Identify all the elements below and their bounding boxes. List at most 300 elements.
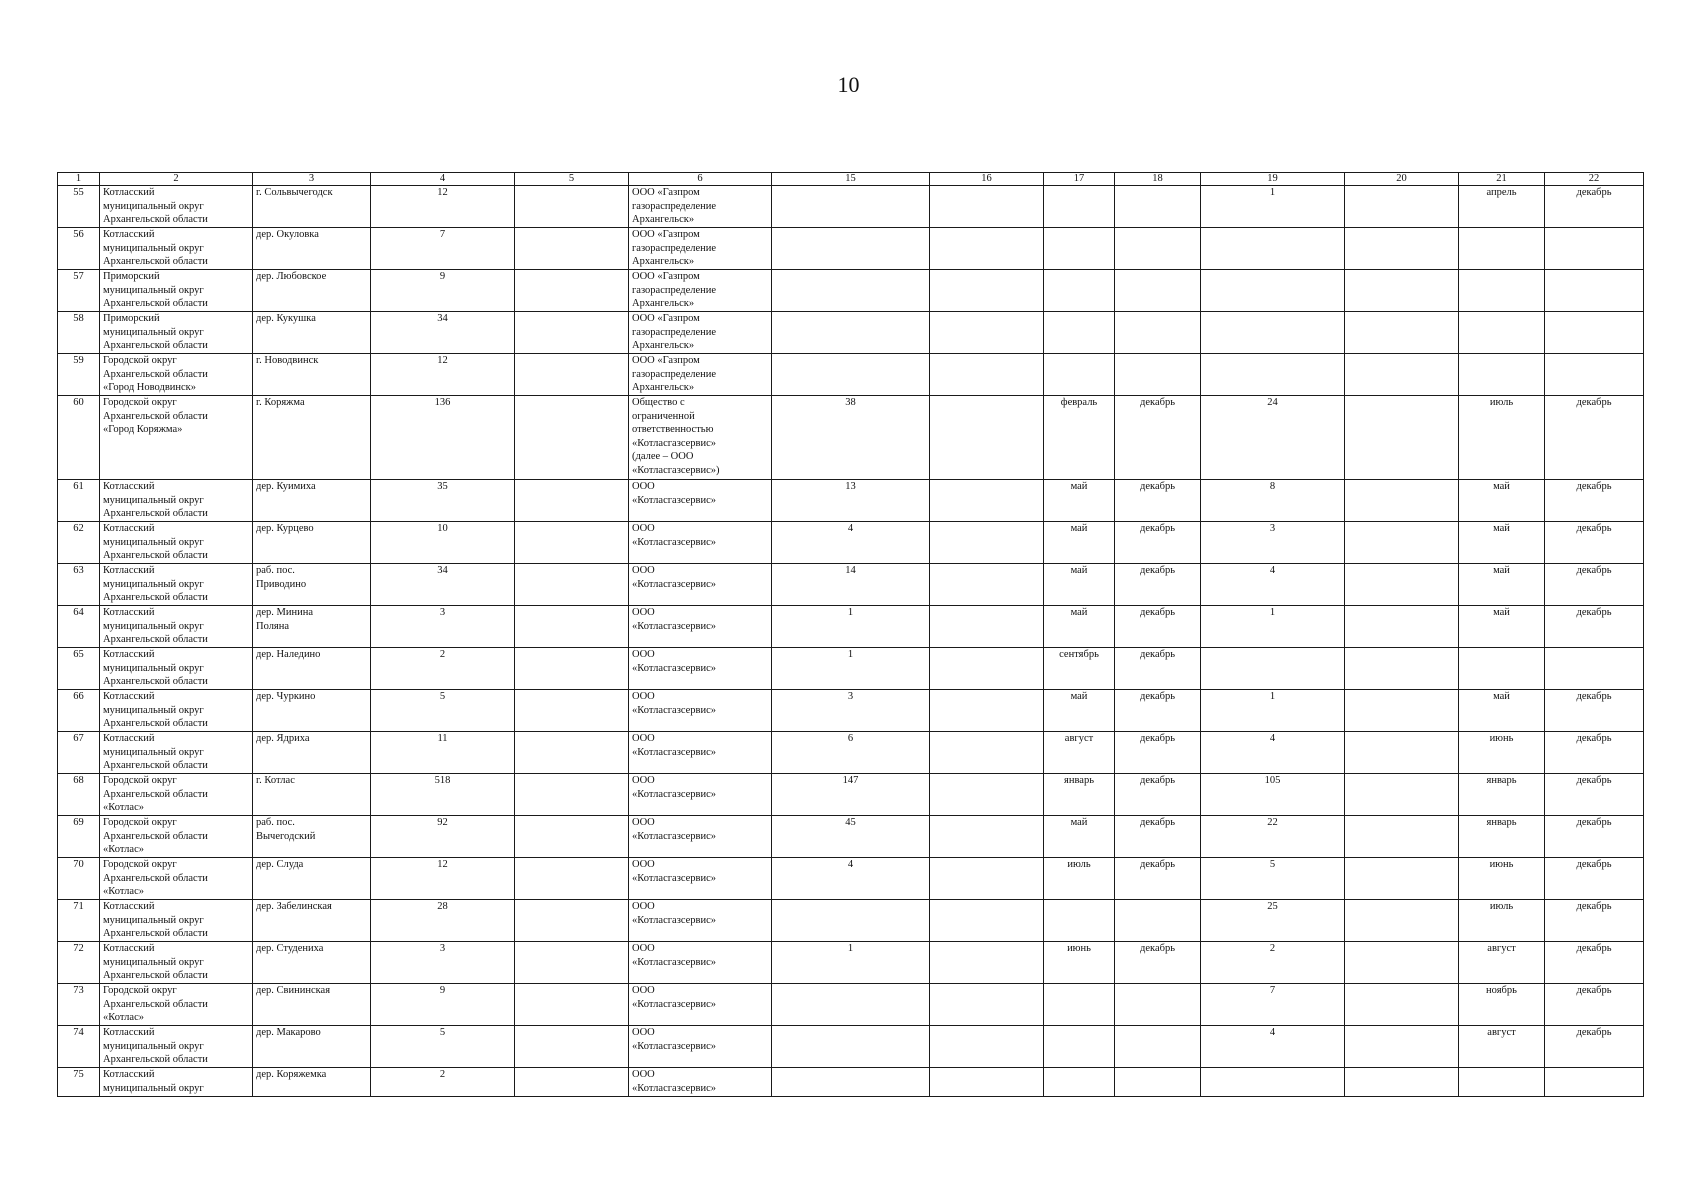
table-cell <box>515 984 629 1026</box>
table-cell: Городской округ Архангельской области «Котлас» <box>100 858 253 900</box>
table-cell <box>1345 816 1459 858</box>
table-cell <box>930 984 1044 1026</box>
table-cell: 136 <box>371 396 515 480</box>
table-cell: Общество с ограниченной ответственностью «Котласгазсервис» (далее – ООО «Котласгазсервис») <box>629 396 772 480</box>
table-cell <box>930 1068 1044 1097</box>
table-cell: 1 <box>772 942 930 984</box>
table-cell <box>1345 228 1459 270</box>
table-cell: ООО «Котласгазсервис» <box>629 522 772 564</box>
table-cell <box>1201 1068 1345 1097</box>
table-cell <box>515 732 629 774</box>
table-cell <box>1459 354 1545 396</box>
table-cell: 6 <box>772 732 930 774</box>
table-cell <box>515 522 629 564</box>
page-number: 10 <box>837 72 860 97</box>
table-cell <box>1044 354 1115 396</box>
table-cell <box>1345 396 1459 480</box>
table-cell: 34 <box>371 564 515 606</box>
table-cell: декабрь <box>1115 648 1201 690</box>
table-cell: дер. Курцево <box>253 522 371 564</box>
table-cell: декабрь <box>1115 564 1201 606</box>
table-cell <box>1044 1068 1115 1097</box>
table-cell: Котласский муниципальный округ Архангельской области <box>100 648 253 690</box>
table-cell: 1 <box>1201 186 1345 228</box>
table-cell <box>1345 564 1459 606</box>
table-cell: 3 <box>371 942 515 984</box>
table-cell: ООО «Котласгазсервис» <box>629 900 772 942</box>
table-cell: дер. Слуда <box>253 858 371 900</box>
table-cell <box>1201 270 1345 312</box>
table-cell <box>772 1068 930 1097</box>
table-cell: 2 <box>371 1068 515 1097</box>
table-cell <box>1345 984 1459 1026</box>
table-cell: 72 <box>58 942 100 984</box>
table-cell <box>1044 228 1115 270</box>
table-cell: 5 <box>371 1026 515 1068</box>
table-cell: 518 <box>371 774 515 816</box>
table-cell <box>1545 648 1644 690</box>
table-cell: г. Новодвинск <box>253 354 371 396</box>
table-cell: Городской округ Архангельской области «Котлас» <box>100 816 253 858</box>
table-cell <box>1345 942 1459 984</box>
table-cell <box>1345 186 1459 228</box>
table-cell: ООО «Газпром газораспределение Архангельск» <box>629 354 772 396</box>
table-cell: 45 <box>772 816 930 858</box>
table-cell <box>1345 1068 1459 1097</box>
table-cell: июль <box>1044 858 1115 900</box>
table-cell <box>772 900 930 942</box>
table-cell: декабрь <box>1545 816 1644 858</box>
table-cell <box>772 984 930 1026</box>
table-cell: 3 <box>371 606 515 648</box>
table-cell: 28 <box>371 900 515 942</box>
table-cell: 24 <box>1201 396 1345 480</box>
table-cell: 9 <box>371 270 515 312</box>
table-cell <box>930 774 1044 816</box>
table-row <box>58 774 1644 816</box>
table-cell <box>772 186 930 228</box>
table-cell <box>515 648 629 690</box>
table-cell: Котласский муниципальный округ Архангельской области <box>100 606 253 648</box>
table-cell: ноябрь <box>1459 984 1545 1026</box>
table-cell <box>930 900 1044 942</box>
table-cell: декабрь <box>1545 522 1644 564</box>
table-cell: декабрь <box>1545 480 1644 522</box>
table-cell: февраль <box>1044 396 1115 480</box>
table-cell: ООО «Котласгазсервис» <box>629 774 772 816</box>
table-cell: Городской округ Архангельской области «Город Коряжма» <box>100 396 253 480</box>
column-header: 5 <box>515 173 629 186</box>
table-cell: май <box>1459 522 1545 564</box>
table-cell: 4 <box>1201 1026 1345 1068</box>
table-cell: декабрь <box>1115 732 1201 774</box>
table-cell <box>930 816 1044 858</box>
table-cell <box>515 1026 629 1068</box>
table-cell: Котласский муниципальный округ Архангельской области <box>100 522 253 564</box>
table-cell: Приморский муниципальный округ Архангельской области <box>100 312 253 354</box>
table-cell: 62 <box>58 522 100 564</box>
table-row <box>58 564 1644 606</box>
table-cell: декабрь <box>1115 690 1201 732</box>
table-cell: 75 <box>58 1068 100 1097</box>
table-cell: 11 <box>371 732 515 774</box>
table-cell: 63 <box>58 564 100 606</box>
table-cell: ООО «Котласгазсервис» <box>629 942 772 984</box>
table-cell <box>930 858 1044 900</box>
table-row <box>58 270 1644 312</box>
table-cell: 5 <box>371 690 515 732</box>
column-header: 21 <box>1459 173 1545 186</box>
column-header: 17 <box>1044 173 1115 186</box>
table-row <box>58 1068 1644 1097</box>
table-cell: Котласский муниципальный округ <box>100 1068 253 1097</box>
table-cell <box>515 396 629 480</box>
table-cell: 67 <box>58 732 100 774</box>
column-header: 3 <box>253 173 371 186</box>
table-cell: Котласский муниципальный округ Архангельской области <box>100 480 253 522</box>
table-cell <box>930 480 1044 522</box>
table-cell <box>930 312 1044 354</box>
table-cell: 25 <box>1201 900 1345 942</box>
table-cell <box>1345 648 1459 690</box>
table-cell: август <box>1044 732 1115 774</box>
table-cell <box>930 354 1044 396</box>
table-cell <box>772 228 930 270</box>
table-cell <box>1459 312 1545 354</box>
table-row <box>58 984 1644 1026</box>
table-cell: г. Коряжма <box>253 396 371 480</box>
table-cell <box>772 1026 930 1068</box>
table-cell: дер. Коряжемка <box>253 1068 371 1097</box>
table-cell <box>515 270 629 312</box>
table-cell: дер. Студениха <box>253 942 371 984</box>
column-header: 18 <box>1115 173 1201 186</box>
table-header-row <box>58 173 1644 186</box>
table-cell: 14 <box>772 564 930 606</box>
table-cell <box>1345 480 1459 522</box>
table-cell: декабрь <box>1115 774 1201 816</box>
table-cell: декабрь <box>1115 480 1201 522</box>
table-cell <box>1545 354 1644 396</box>
table-cell: 66 <box>58 690 100 732</box>
table-cell <box>515 900 629 942</box>
table-row <box>58 312 1644 354</box>
table-cell <box>515 942 629 984</box>
table-cell: май <box>1044 522 1115 564</box>
table-cell <box>1459 270 1545 312</box>
table-cell: дер. Ядриха <box>253 732 371 774</box>
table-row <box>58 816 1644 858</box>
table-cell: май <box>1044 690 1115 732</box>
table-cell: декабрь <box>1545 396 1644 480</box>
table-cell: дер. Наледино <box>253 648 371 690</box>
table-cell: Котласский муниципальный округ Архангельской области <box>100 942 253 984</box>
column-header: 4 <box>371 173 515 186</box>
table-cell: 92 <box>371 816 515 858</box>
table-cell: декабрь <box>1545 186 1644 228</box>
table-cell: раб. пос. Вычегодский <box>253 816 371 858</box>
table-cell <box>1545 1068 1644 1097</box>
table-row <box>58 942 1644 984</box>
table-row <box>58 354 1644 396</box>
table-cell <box>1115 312 1201 354</box>
table-cell <box>515 312 629 354</box>
table-cell: дер. Минина Поляна <box>253 606 371 648</box>
table-cell: 3 <box>772 690 930 732</box>
table-cell: дер. Куимиха <box>253 480 371 522</box>
table-cell <box>1459 648 1545 690</box>
table-cell: январь <box>1459 774 1545 816</box>
table-cell: Котласский муниципальный округ Архангельской области <box>100 1026 253 1068</box>
table-cell: г. Котлас <box>253 774 371 816</box>
table-cell: ООО «Котласгазсервис» <box>629 858 772 900</box>
table-row <box>58 648 1644 690</box>
table-cell <box>930 396 1044 480</box>
table-cell: сентябрь <box>1044 648 1115 690</box>
table-cell: май <box>1044 816 1115 858</box>
column-header: 1 <box>58 173 100 186</box>
table-cell <box>1345 522 1459 564</box>
table-cell: ООО «Котласгазсервис» <box>629 984 772 1026</box>
table-cell: декабрь <box>1545 690 1644 732</box>
table-cell <box>1044 312 1115 354</box>
table-row <box>58 396 1644 480</box>
table-row <box>58 606 1644 648</box>
table-cell <box>1345 312 1459 354</box>
table-cell: 4 <box>1201 564 1345 606</box>
table-cell: 34 <box>371 312 515 354</box>
table-cell <box>930 522 1044 564</box>
table-cell: декабрь <box>1115 396 1201 480</box>
table-cell: май <box>1044 606 1115 648</box>
table-cell: июль <box>1459 900 1545 942</box>
table-cell <box>1545 312 1644 354</box>
table-cell: 1 <box>772 606 930 648</box>
table-cell: январь <box>1459 816 1545 858</box>
table-cell: май <box>1044 564 1115 606</box>
table-cell: 8 <box>1201 480 1345 522</box>
table-cell: 38 <box>772 396 930 480</box>
table-cell: май <box>1459 606 1545 648</box>
table-cell: 60 <box>58 396 100 480</box>
table-cell: июнь <box>1044 942 1115 984</box>
table-cell <box>1345 690 1459 732</box>
table-cell: Приморский муниципальный округ Архангельской области <box>100 270 253 312</box>
table-cell <box>1345 732 1459 774</box>
table-cell: 58 <box>58 312 100 354</box>
table-cell: 57 <box>58 270 100 312</box>
table-cell: 2 <box>1201 942 1345 984</box>
table-cell <box>772 354 930 396</box>
table-cell: 12 <box>371 186 515 228</box>
table-cell: 5 <box>1201 858 1345 900</box>
column-header: 16 <box>930 173 1044 186</box>
table-cell: декабрь <box>1115 606 1201 648</box>
table-cell: декабрь <box>1545 606 1644 648</box>
table-cell <box>930 564 1044 606</box>
table-cell <box>1044 186 1115 228</box>
table-cell <box>1044 984 1115 1026</box>
table-cell <box>1044 270 1115 312</box>
table-cell: ООО «Газпром газораспределение Архангельск» <box>629 312 772 354</box>
table-row <box>58 690 1644 732</box>
table-cell: дер. Макарово <box>253 1026 371 1068</box>
table-cell <box>1345 858 1459 900</box>
table-cell: 64 <box>58 606 100 648</box>
table-cell: ООО «Котласгазсервис» <box>629 648 772 690</box>
table-cell: декабрь <box>1545 564 1644 606</box>
table-cell <box>930 732 1044 774</box>
table-cell: июль <box>1459 396 1545 480</box>
table-cell: декабрь <box>1545 942 1644 984</box>
table-cell: Городской округ Архангельской области «Котлас» <box>100 984 253 1026</box>
table-body <box>58 173 1644 1097</box>
table-cell: 4 <box>772 858 930 900</box>
table-cell: май <box>1459 690 1545 732</box>
table-cell <box>1345 900 1459 942</box>
table-cell: январь <box>1044 774 1115 816</box>
table-cell: ООО «Котласгазсервис» <box>629 1026 772 1068</box>
table-cell: 35 <box>371 480 515 522</box>
table-cell: г. Сольвычегодск <box>253 186 371 228</box>
table-cell: 65 <box>58 648 100 690</box>
table-cell: 1 <box>1201 690 1345 732</box>
table-cell <box>1201 648 1345 690</box>
table-cell: декабрь <box>1115 858 1201 900</box>
table-cell: 1 <box>772 648 930 690</box>
table-cell: 1 <box>1201 606 1345 648</box>
table-cell: 3 <box>1201 522 1345 564</box>
table-cell: ООО «Котласгазсервис» <box>629 816 772 858</box>
table-row <box>58 732 1644 774</box>
table-cell <box>1545 270 1644 312</box>
table-cell: 73 <box>58 984 100 1026</box>
table-cell: 4 <box>1201 732 1345 774</box>
table-cell: 2 <box>371 648 515 690</box>
table-cell <box>1115 270 1201 312</box>
table-cell: Городской округ Архангельской области «Котлас» <box>100 774 253 816</box>
table-cell: Котласский муниципальный округ Архангельской области <box>100 186 253 228</box>
table-cell: ООО «Котласгазсервис» <box>629 690 772 732</box>
table-row <box>58 480 1644 522</box>
table-cell: апрель <box>1459 186 1545 228</box>
table-cell: ООО «Котласгазсервис» <box>629 480 772 522</box>
table-cell: 74 <box>58 1026 100 1068</box>
table-cell <box>515 774 629 816</box>
table-cell: Городской округ Архангельской области «Город Новодвинск» <box>100 354 253 396</box>
table-cell <box>515 816 629 858</box>
table-row <box>58 900 1644 942</box>
table-cell <box>1459 1068 1545 1097</box>
table-cell <box>515 606 629 648</box>
table-cell: декабрь <box>1115 816 1201 858</box>
table-cell: декабрь <box>1545 774 1644 816</box>
column-header: 15 <box>772 173 930 186</box>
table-row <box>58 186 1644 228</box>
table-cell <box>1345 354 1459 396</box>
table-cell <box>515 354 629 396</box>
table-cell: ООО «Котласгазсервис» <box>629 732 772 774</box>
table-cell: дер. Свининская <box>253 984 371 1026</box>
table-cell: Котласский муниципальный округ Архангельской области <box>100 690 253 732</box>
table-row <box>58 522 1644 564</box>
table-cell <box>1115 186 1201 228</box>
table-cell: ООО «Газпром газораспределение Архангельск» <box>629 228 772 270</box>
table-cell: раб. пос. Приводино <box>253 564 371 606</box>
table-cell <box>515 858 629 900</box>
table-cell: 4 <box>772 522 930 564</box>
table-cell: декабрь <box>1115 942 1201 984</box>
table-cell <box>930 1026 1044 1068</box>
table-cell: ООО «Газпром газораспределение Архангельск» <box>629 186 772 228</box>
table-cell: ООО «Газпром газораспределение Архангельск» <box>629 270 772 312</box>
table-cell <box>1201 354 1345 396</box>
table-row <box>58 858 1644 900</box>
table-cell: май <box>1459 564 1545 606</box>
data-table <box>57 172 1644 1097</box>
table-cell: 69 <box>58 816 100 858</box>
table-cell: дер. Кукушка <box>253 312 371 354</box>
table-cell: дер. Любовское <box>253 270 371 312</box>
table-cell <box>930 690 1044 732</box>
table-cell <box>930 648 1044 690</box>
table-row <box>58 1026 1644 1068</box>
table-cell <box>1345 606 1459 648</box>
table-cell: декабрь <box>1545 732 1644 774</box>
table-cell <box>772 270 930 312</box>
table-cell <box>772 312 930 354</box>
table-cell: 22 <box>1201 816 1345 858</box>
table-cell: август <box>1459 1026 1545 1068</box>
table-cell <box>1201 228 1345 270</box>
table-cell: 12 <box>371 858 515 900</box>
table-cell: 55 <box>58 186 100 228</box>
table-cell <box>515 480 629 522</box>
table-cell: дер. Забелинская <box>253 900 371 942</box>
table-cell <box>1345 774 1459 816</box>
table-cell <box>930 186 1044 228</box>
table-cell: август <box>1459 942 1545 984</box>
table-cell <box>515 564 629 606</box>
table-cell <box>930 228 1044 270</box>
table-cell <box>1044 1026 1115 1068</box>
table-row <box>58 228 1644 270</box>
table-cell <box>1115 354 1201 396</box>
table-cell: Котласский муниципальный округ Архангельской области <box>100 564 253 606</box>
table-cell: декабрь <box>1545 984 1644 1026</box>
table-cell: Котласский муниципальный округ Архангельской области <box>100 228 253 270</box>
table-cell <box>515 186 629 228</box>
table-cell <box>1115 1026 1201 1068</box>
table-cell: июнь <box>1459 858 1545 900</box>
table-cell: ООО «Котласгазсервис» <box>629 1068 772 1097</box>
table-cell: 59 <box>58 354 100 396</box>
table-cell: 105 <box>1201 774 1345 816</box>
table-cell <box>1115 984 1201 1026</box>
table-cell: ООО «Котласгазсервис» <box>629 606 772 648</box>
table-cell: 7 <box>1201 984 1345 1026</box>
table-cell <box>930 270 1044 312</box>
table-cell: 70 <box>58 858 100 900</box>
table-cell: Котласский муниципальный округ Архангельской области <box>100 900 253 942</box>
table-cell: 61 <box>58 480 100 522</box>
table-cell: ООО «Котласгазсервис» <box>629 564 772 606</box>
table-cell: июнь <box>1459 732 1545 774</box>
table-cell <box>515 228 629 270</box>
table-cell <box>1115 228 1201 270</box>
table-cell <box>1115 900 1201 942</box>
table-cell <box>930 942 1044 984</box>
